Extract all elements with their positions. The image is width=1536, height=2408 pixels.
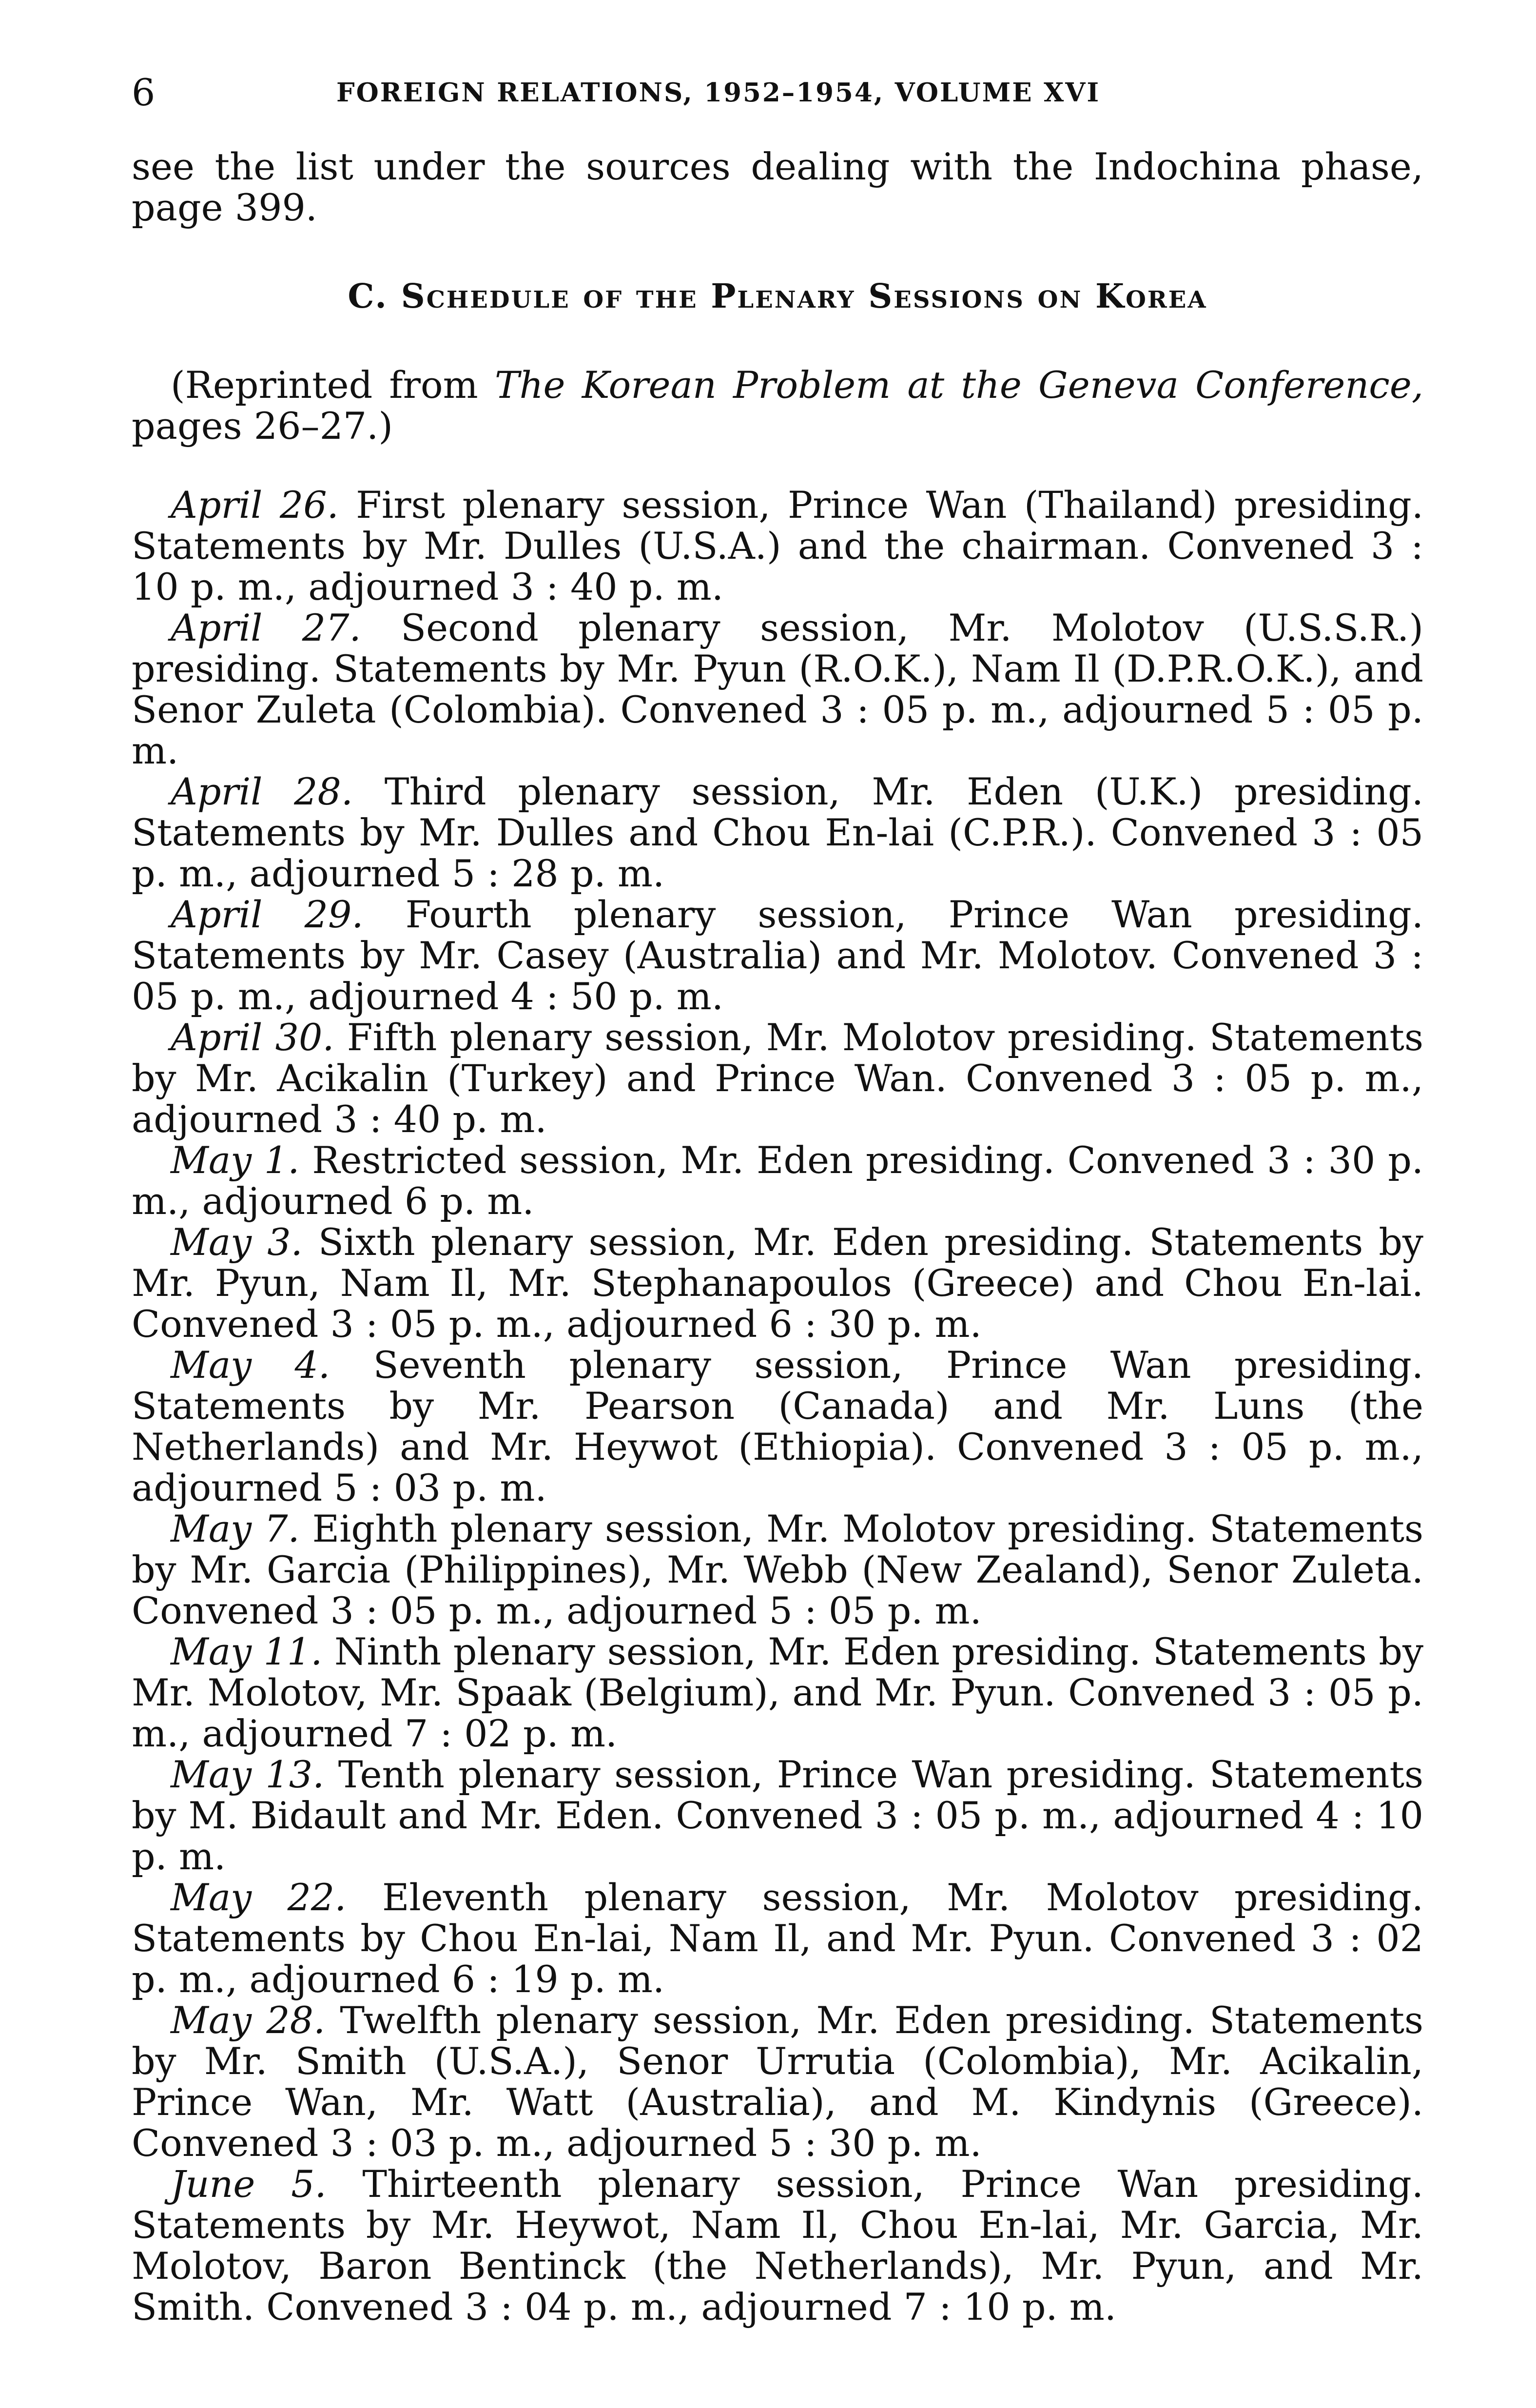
session-date: May 28.	[171, 1998, 326, 2042]
session-entry	[132, 1345, 1423, 1508]
running-head-title: FOREIGN RELATIONS, 1952–1954, VOLUME XVI	[336, 78, 1101, 108]
session-text: Third plenary session, Mr. Eden (U.K.) presiding. Statements by Mr. Dulles and Chou En-lai (C.P.R.). Convened 3 : 05 p. m., adjourned 5 : 28 p. m.	[132, 770, 1423, 895]
session-text: Eleventh plenary session, Mr. Molotov presiding. Statements by Chou En-lai, Nam Il, and Mr. Pyun. Convened 3 : 02 p. m., adjourned 6 : 19 p. m.	[132, 1876, 1423, 2001]
session-entry	[132, 894, 1423, 1017]
session-date: April 26.	[171, 483, 339, 527]
session-entry	[132, 1631, 1423, 1754]
session-date: June 5.	[171, 2162, 327, 2206]
session-text: Fifth plenary session, Mr. Molotov presiding. Statements by Mr. Acikalin (Turkey) and Prince Wan. Convened 3 : 05 p. m., adjourned 3 : 40 p. m.	[132, 1016, 1423, 1141]
section-heading: C. Schedule of the Plenary Sessions on Korea	[348, 277, 1207, 316]
running-head	[132, 68, 1423, 127]
session-entry	[132, 1508, 1423, 1631]
session-text: Fourth plenary session, Prince Wan presiding. Statements by Mr. Casey (Australia) and Mr. Molotov. Convened 3 : 05 p. m., adjourned 4 : 50 p. m.	[132, 893, 1423, 1018]
session-text: Thirteenth plenary session, Prince Wan presiding. Statements by Mr. Heywot, Nam Il, Chou En-lai, Mr. Garcia, Mr. Molotov, Baron Bentinck (the Netherlands), Mr. Pyun, and Mr. Smith. Convened 3 : 04 p. m., adjourned 7 : 10 p. m.	[132, 2162, 1423, 2329]
reprint-title: The Korean Problem at the Geneva Conference,	[494, 363, 1423, 407]
session-text: Tenth plenary session, Prince Wan presiding. Statements by M. Bidault and Mr. Eden. Convened 3 : 05 p. m., adjourned 4 : 10 p. m.	[132, 1753, 1423, 1878]
session-date: May 13.	[171, 1753, 325, 1796]
session-entry	[132, 1017, 1423, 1140]
session-text: Seventh plenary session, Prince Wan presiding. Statements by Mr. Pearson (Canada) and Mr. Luns (the Netherlands) and Mr. Heywot (Ethiopia). Convened 3 : 05 p. m., adjourned 5 : 03 p. m.	[132, 1343, 1424, 1509]
session-list	[132, 485, 1423, 2328]
session-text: Second plenary session, Mr. Molotov (U.S.S.R.) presiding. Statements by Mr. Pyun (R.O.K.), Nam Il (D.P.R.O.K.), and Senor Zuleta (Colombia). Convened 3 : 05 p. m., adjourned 5 : 05 p. m.	[132, 606, 1423, 772]
session-date: May 11.	[171, 1630, 323, 1673]
reprint-suffix: pages 26–27.)	[132, 404, 393, 448]
session-entry	[132, 1877, 1423, 2000]
session-text: Sixth plenary session, Mr. Eden presiding. Statements by Mr. Pyun, Nam Il, Mr. Stephanapoulos (Greece) and Chou En-lai. Convened 3 : 05 p. m., adjourned 6 : 30 p. m.	[132, 1220, 1423, 1346]
reprint-note	[132, 365, 1423, 447]
intro-paragraph: see the list under the sources dealing with the Indochina phase, page 399.	[132, 145, 1423, 229]
session-text: Restricted session, Mr. Eden presiding. Convened 3 : 30 p. m., adjourned 6 p. m.	[132, 1138, 1424, 1223]
session-text: Twelfth plenary session, Mr. Eden presiding. Statements by Mr. Smith (U.S.A.), Senor Urrutia (Colombia), Mr. Acikalin, Prince Wan, Mr. Watt (Australia), and M. Kindynis (Greece). Convened 3 : 03 p. m., adjourned 5 : 30 p. m.	[132, 1998, 1423, 2165]
session-date: May 3.	[171, 1220, 303, 1264]
session-entry	[132, 771, 1423, 894]
session-date: April 29.	[171, 893, 364, 936]
session-entry	[132, 1754, 1423, 1877]
session-entry	[132, 1140, 1423, 1222]
session-text: First plenary session, Prince Wan (Thailand) presiding. Statements by Mr. Dulles (U.S.A.) and the chairman. Convened 3 : 10 p. m., adjourned 3 : 40 p. m.	[132, 483, 1423, 608]
session-date: May 1.	[171, 1138, 300, 1182]
session-date: May 7.	[171, 1507, 300, 1550]
session-text: Eighth plenary session, Mr. Molotov presiding. Statements by Mr. Garcia (Philippines), Mr. Webb (New Zealand), Senor Zuleta. Convened 3 : 05 p. m., adjourned 5 : 05 p. m.	[132, 1507, 1424, 1632]
session-date: April 28.	[171, 770, 353, 813]
session-date: April 27.	[171, 606, 361, 649]
session-entry	[132, 2000, 1423, 2164]
session-date: May 4.	[171, 1343, 331, 1387]
session-entry	[132, 2164, 1423, 2328]
session-text: Ninth plenary session, Mr. Eden presiding. Statements by Mr. Molotov, Mr. Spaak (Belgium), and Mr. Pyun. Convened 3 : 05 p. m., adjourned 7 : 02 p. m.	[132, 1630, 1423, 1755]
session-entry	[132, 1222, 1423, 1345]
session-entry	[132, 607, 1423, 771]
reprint-prefix: (Reprinted from	[171, 363, 495, 407]
session-date: May 22.	[171, 1876, 347, 1919]
session-entry	[132, 485, 1423, 607]
document-page	[132, 68, 1423, 2328]
page-number: 6	[132, 71, 156, 114]
session-date: April 30.	[171, 1016, 334, 1059]
